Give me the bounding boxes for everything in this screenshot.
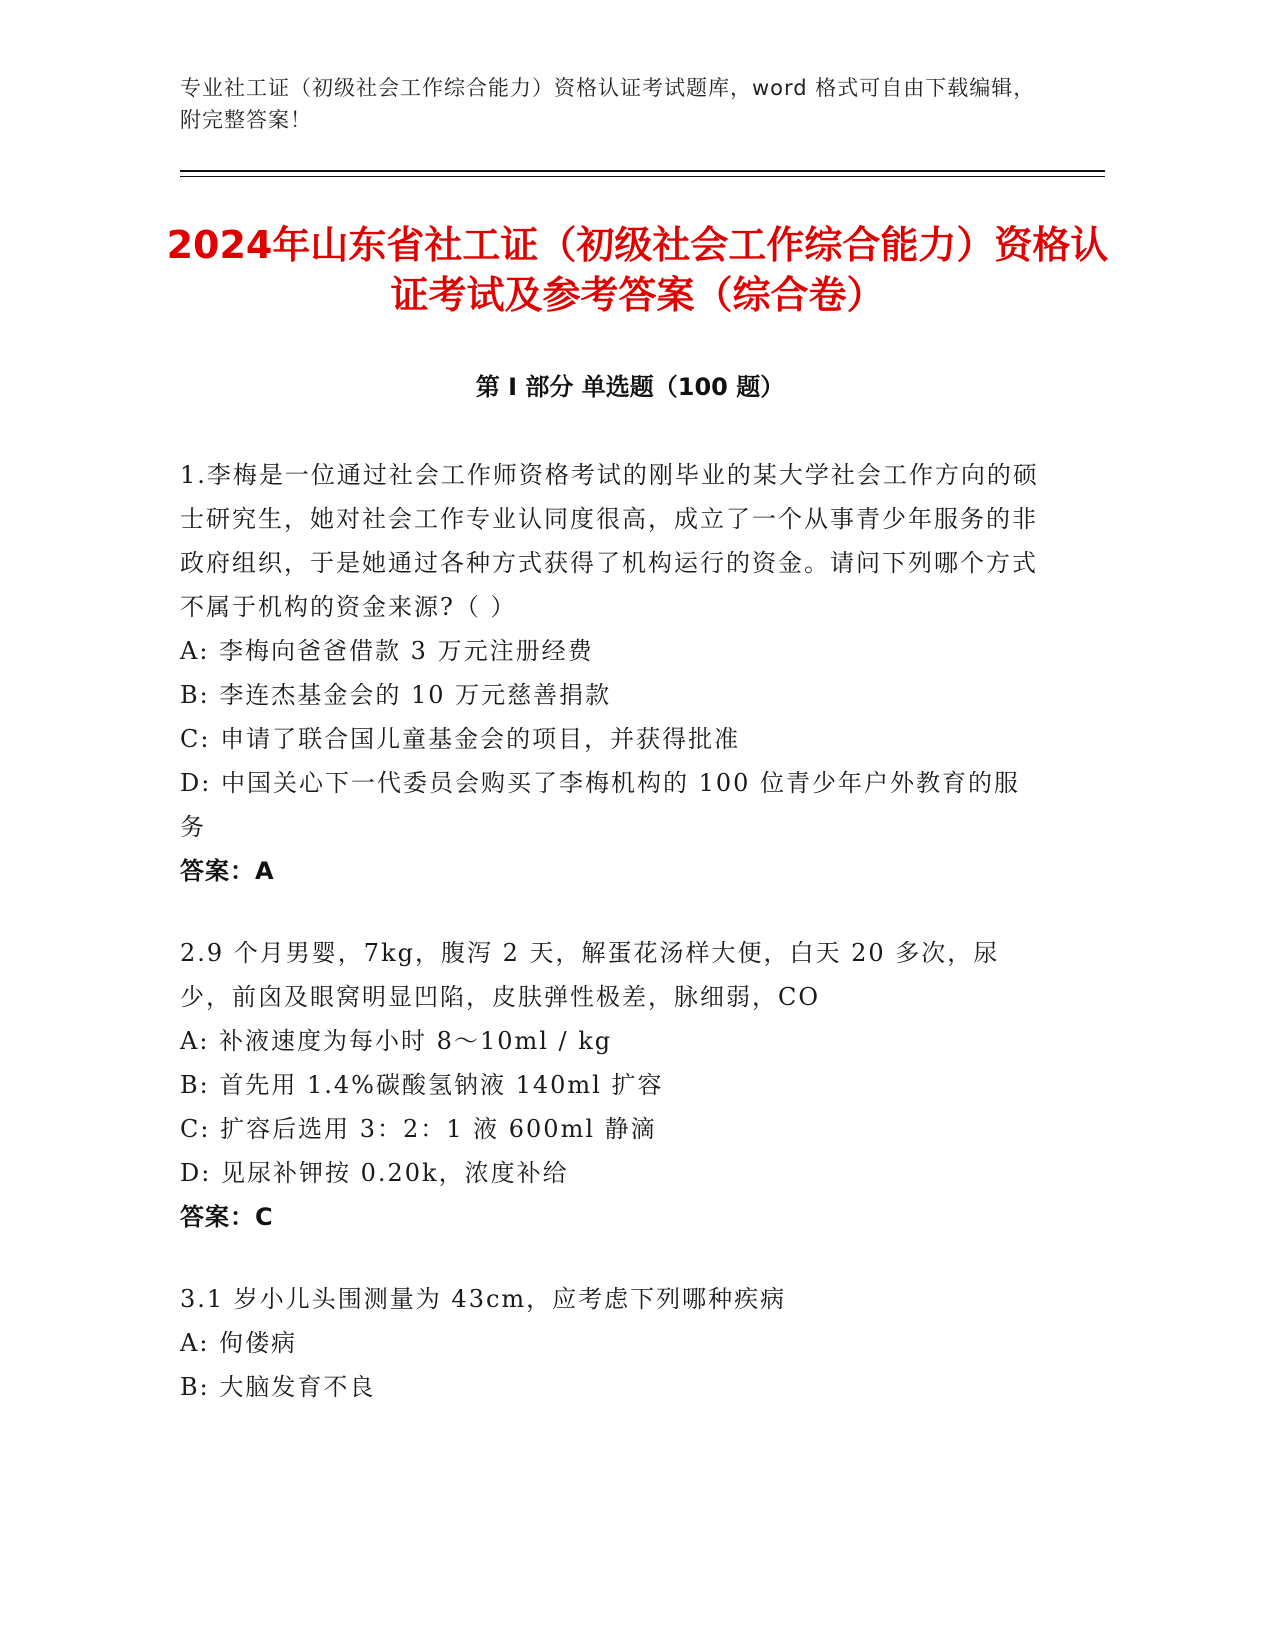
section-title: 第 I 部分 单选题（100 题） [475,373,785,401]
header-divider-thin [180,176,1105,177]
option-d: D: 中国关心下一代委员会购买了李梅机构的 100 位青少年户外教育的服务 [180,769,1021,841]
answer: 答案：A [180,857,275,885]
question-2 [180,931,1040,1239]
question-stem: 1.李梅是一位通过社会工作师资格考试的刚毕业的某大学社会工作方向的硕士研究生，她对社会工作专业认同度很高，成立了一个从事青少年服务的非政府组织，于是她通过各种方式获得了机构运行的资金。请问下列哪个方式不属于机构的资金来源?（ ） [180,461,1039,621]
option-c: C: 扩容后选用 3：2：1 液 600ml 静滴 [180,1115,657,1143]
option-b: B: 大脑发育不良 [180,1373,376,1401]
document-title: 2024年山东省社工证（初级社会工作综合能力）资格认证考试及参考答案（综合卷） [166,223,1109,317]
question-1 [180,453,1040,893]
question-list [180,453,1040,1447]
option-a: A: 佝偻病 [180,1329,298,1357]
question-3 [180,1277,1040,1409]
option-a: A: 李梅向爸爸借款 3 万元注册经费 [180,637,594,665]
option-d: D: 见尿补钾按 0.20k，浓度补给 [180,1159,569,1187]
question-stem: 2.9 个月男婴，7kg，腹泻 2 天，解蛋花汤样大便，白天 20 多次，尿少，前囟及眼窝明显凹陷，皮肤弹性极差，脉细弱，CO [180,939,1000,1011]
option-c: C: 申请了联合国儿童基金会的项目，并获得批准 [180,725,741,753]
option-a: A: 补液速度为每小时 8～10ml / kg [180,1027,613,1055]
option-b: B: 李连杰基金会的 10 万元慈善捐款 [180,681,612,709]
header-note: 专业社工证（初级社会工作综合能力）资格认证考试题库，word 格式可自由下载编辑，附完整答案！ [180,76,1036,132]
question-stem: 3.1 岁小儿头围测量为 43cm，应考虑下列哪种疾病 [180,1285,787,1313]
answer: 答案：C [180,1203,274,1231]
option-b: B: 首先用 1.4%碳酸氢钠液 140ml 扩容 [180,1071,664,1099]
header-divider-thick [180,170,1105,172]
